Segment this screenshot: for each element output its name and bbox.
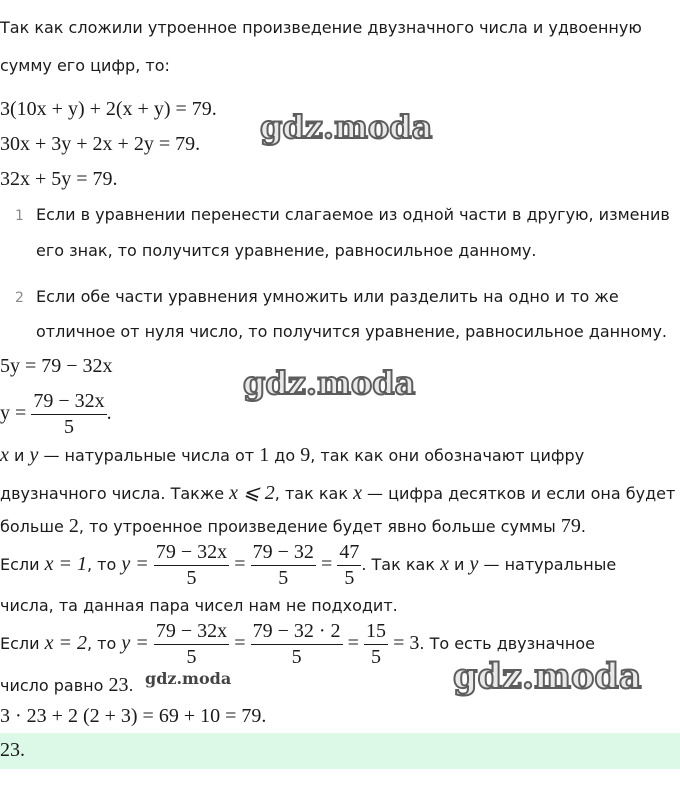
- case-1-if: Если: [0, 555, 45, 574]
- answer-box: [0, 733, 680, 769]
- case-1-f1-den: 5: [186, 567, 197, 589]
- text-natural: — натуральные числа от: [38, 446, 260, 465]
- num-nine: 9: [300, 444, 311, 466]
- case-2-period: .: [128, 676, 134, 695]
- case-1-eq-a: =: [234, 553, 246, 575]
- case-2-f2-num: 79 − 32 · 2: [251, 620, 343, 645]
- y-dot: .: [106, 402, 112, 424]
- case-2-x: x = 2: [44, 632, 87, 654]
- rule-number-2: 2: [15, 290, 24, 306]
- var-y: y: [29, 444, 39, 466]
- case-1-y: y =: [121, 553, 149, 575]
- case-2-num-23: 23: [108, 674, 129, 696]
- case-1-tail-and: и: [448, 555, 470, 574]
- case-2-fraction-3: [364, 620, 388, 669]
- case-1-tail: . Так как: [361, 555, 441, 574]
- answer-value: 23.: [0, 739, 25, 761]
- case-1-f1-num: 79 − 32x: [154, 541, 229, 566]
- case-1-fraction-1: [154, 541, 229, 590]
- case-1-x: x = 1: [44, 553, 87, 575]
- case-1-tail-y: y: [469, 553, 479, 575]
- watermark-3: gdz.moda: [145, 669, 232, 688]
- num-79: 79: [560, 515, 581, 537]
- num-two: 2: [68, 515, 79, 537]
- text-tens: — цифра десятков и если она будет: [361, 484, 676, 503]
- rule-2-line-1: Если обе части уравнения умножить или разделить на одно и то же: [36, 287, 619, 306]
- intro-line-1: Так как сложили утроенное произведение двузначного числа и удвоенную: [0, 18, 642, 37]
- equation-1: 3(10x + y) + 2(x + y) = 79.: [0, 98, 217, 120]
- text-period: .: [580, 517, 586, 536]
- equation-3: 32x + 5y = 79.: [0, 168, 118, 190]
- text-to: до: [269, 446, 301, 465]
- case-2-y: y =: [121, 632, 149, 654]
- case-2-fraction-1: [154, 620, 229, 669]
- num-one: 1: [259, 444, 270, 466]
- para-line-3: [0, 515, 586, 538]
- case-2-f3-den: 5: [371, 646, 382, 668]
- case-2-fraction-2: [251, 620, 343, 669]
- para-line-2: [0, 480, 675, 505]
- case-2-line-2: [0, 674, 134, 697]
- text-twodigit: двузначного числа. Также: [0, 484, 230, 503]
- text-since: , так как: [274, 484, 354, 503]
- y-fraction: [31, 390, 106, 439]
- case-1-line-1: [0, 541, 616, 590]
- case-1-then: , то: [87, 555, 122, 574]
- case-1-fraction-2: [251, 541, 316, 590]
- case-2-f1-num: 79 − 32x: [154, 620, 229, 645]
- equation-4: 5y = 79 − 32x: [0, 355, 113, 377]
- text-product: , то утроенное произведение будет явно больше суммы: [78, 517, 561, 536]
- case-2-f1-den: 5: [186, 646, 197, 668]
- case-1-line-2: числа, та данная пара чисел нам не подходит.: [0, 596, 398, 615]
- equation-2: 30x + 3y + 2x + 2y = 79.: [0, 133, 201, 155]
- case-1-f3-num: 47: [337, 541, 361, 566]
- watermark-1: gdz.moda: [260, 108, 433, 146]
- check-equation: 3 · 23 + 2 (2 + 3) = 69 + 10 = 79.: [0, 705, 267, 727]
- y-expression: [0, 390, 112, 439]
- watermark-2: gdz.moda: [243, 364, 416, 402]
- case-1-f2-num: 79 − 32: [251, 541, 316, 566]
- case-2-then: , то: [87, 634, 122, 653]
- case-1-eq-b: =: [320, 553, 333, 575]
- cond-x-le-2: x ⩽ 2: [229, 482, 275, 504]
- case-1-tail-end: — натуральные: [478, 555, 617, 574]
- y-fraction-numerator: 79 − 32x: [31, 390, 106, 415]
- rule-2-line-2: отличное от нуля число, то получится уравнение, равносильное данному.: [36, 322, 667, 341]
- case-2-tail: . То есть двузначное: [419, 634, 595, 653]
- case-2-eq-c: = 3: [393, 632, 420, 654]
- case-1-tail-x: x: [440, 553, 449, 575]
- y-fraction-denominator: 5: [64, 416, 75, 438]
- rule-1-line-2: его знак, то получится уравнение, равносильное данному.: [36, 241, 537, 260]
- case-2-eq-a: =: [234, 632, 246, 654]
- rule-number-1: 1: [15, 208, 24, 224]
- para-line-1: [0, 444, 584, 467]
- text-and: и: [8, 446, 30, 465]
- case-2-if: Если: [0, 634, 45, 653]
- watermark-4: gdz.moda: [453, 656, 642, 697]
- case-1-f3-den: 5: [344, 567, 355, 589]
- case-2-eq-b: =: [347, 632, 359, 654]
- var-x: x: [0, 444, 9, 466]
- case-2-f2-den: 5: [291, 646, 302, 668]
- case-1-fraction-3: [337, 541, 361, 590]
- text-greater: больше: [0, 517, 69, 536]
- intro-line-2: сумму его цифр, то:: [0, 56, 170, 75]
- case-1-f2-den: 5: [278, 567, 289, 589]
- y-lhs: y =: [0, 402, 27, 424]
- case-2-number-is: число равно: [0, 676, 109, 695]
- text-digits: , так как они обозначают цифру: [310, 446, 585, 465]
- rule-1-line-1: Если в уравнении перенести слагаемое из одной части в другую, изменив: [36, 205, 670, 224]
- var-x-2: x: [353, 482, 362, 504]
- case-2-f3-num: 15: [364, 620, 388, 645]
